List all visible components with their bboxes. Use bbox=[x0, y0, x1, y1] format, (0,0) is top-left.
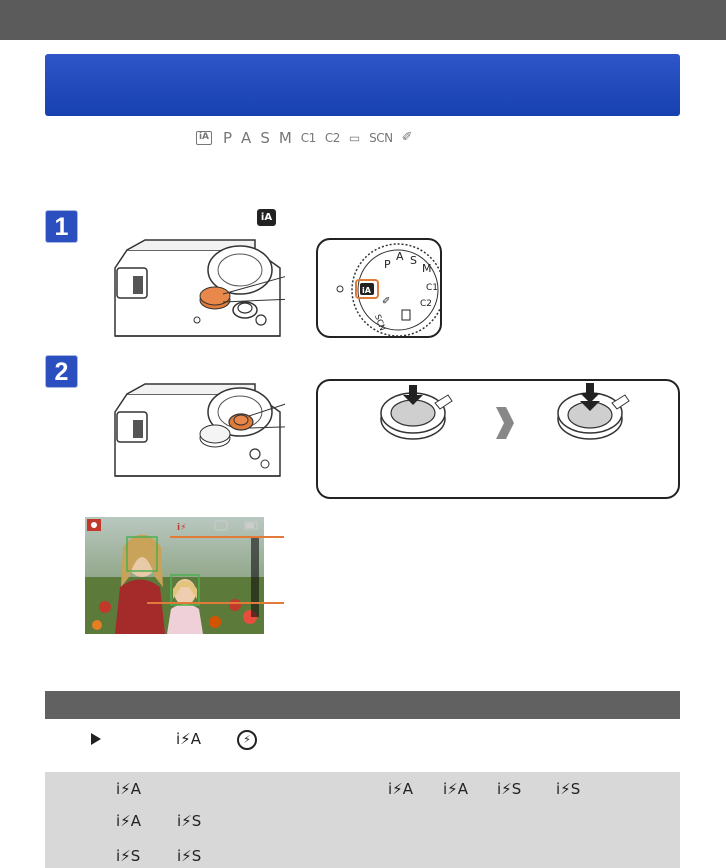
mode-icons-row bbox=[196, 128, 422, 148]
creative-control-icon: ✐ bbox=[401, 130, 413, 145]
flash-mode-label: i⚡A bbox=[176, 730, 201, 748]
flash-off-icon: ⚡ bbox=[237, 730, 257, 750]
table-row1-item4: i⚡S bbox=[556, 780, 581, 798]
mode-c1: C1 bbox=[300, 131, 316, 145]
camera-shutter-illustration bbox=[105, 372, 285, 482]
step-2-badge: 2 bbox=[45, 355, 78, 388]
intelligent-auto-icon: iA bbox=[196, 131, 212, 145]
panorama-icon: ▭ bbox=[348, 131, 361, 145]
section-header-bar bbox=[45, 691, 680, 719]
table-row1-item1: i⚡A bbox=[388, 780, 413, 798]
intelligent-auto-icon: iA bbox=[257, 209, 276, 226]
full-press-illustration bbox=[558, 383, 629, 439]
mode-s: S bbox=[260, 129, 270, 147]
title-banner bbox=[45, 54, 680, 116]
shutter-press-callout bbox=[316, 379, 680, 499]
top-header-bar bbox=[0, 0, 726, 40]
table-row2-item2: i⚡S bbox=[177, 812, 202, 830]
dial-mode-p: P bbox=[384, 258, 391, 271]
dial-mode-c2: C2 bbox=[420, 299, 433, 309]
camera-top-illustration bbox=[105, 228, 285, 338]
mode-dial-callout bbox=[316, 238, 442, 338]
dial-index-mark bbox=[337, 286, 343, 292]
mode-p: P bbox=[223, 129, 233, 147]
lcd-preview-screen bbox=[85, 517, 264, 634]
callout-line-2 bbox=[147, 602, 284, 604]
table-row1-lead: i⚡A bbox=[116, 780, 141, 798]
next-arrow-icon bbox=[496, 407, 514, 439]
flash-mode-table bbox=[45, 772, 680, 868]
mode-m: M bbox=[278, 129, 292, 147]
table-row3-item2: i⚡S bbox=[177, 847, 202, 865]
dial-creative-icon: ✐ bbox=[382, 296, 391, 307]
table-row1-item3: i⚡S bbox=[497, 780, 522, 798]
dial-mode-scn: SCN bbox=[372, 313, 388, 332]
mode-scn: SCN bbox=[369, 131, 393, 145]
table-row2-item1: i⚡A bbox=[116, 812, 141, 830]
svg-text:i⚡: i⚡ bbox=[177, 523, 187, 533]
mode-c2: C2 bbox=[324, 131, 340, 145]
play-icon bbox=[91, 733, 101, 745]
callout-line-1 bbox=[170, 536, 284, 538]
step-1-badge: 1 bbox=[45, 210, 78, 243]
table-row3-item1: i⚡S bbox=[116, 847, 141, 865]
svg-text:iA: iA bbox=[362, 286, 371, 295]
half-press-illustration bbox=[381, 385, 452, 439]
dial-mode-m: M bbox=[422, 262, 432, 275]
mode-a: A bbox=[241, 129, 252, 147]
table-row1-item2: i⚡A bbox=[443, 780, 468, 798]
dial-mode-a: A bbox=[396, 250, 404, 263]
dial-mode-s: S bbox=[410, 254, 417, 267]
dial-mode-c1: C1 bbox=[426, 283, 439, 293]
